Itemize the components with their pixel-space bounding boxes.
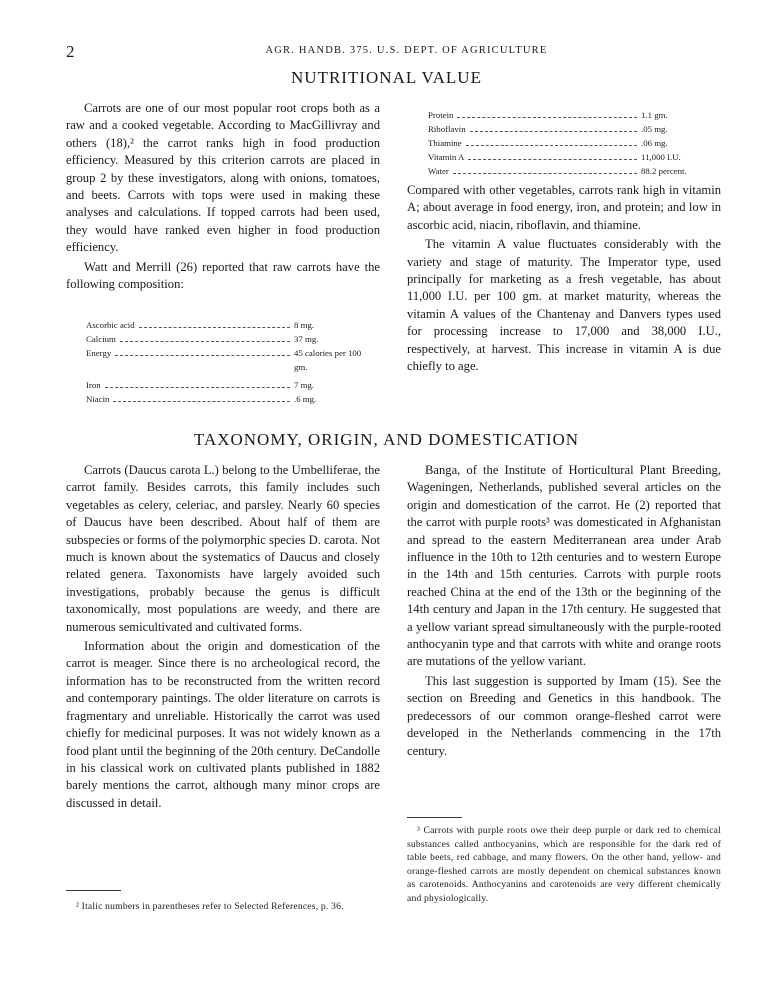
composition-row: Calcium 37 mg. <box>86 334 319 344</box>
nutrition-left-column <box>66 100 380 293</box>
taxonomy-right-column <box>407 462 721 760</box>
footnote-text: ³ Carrots with purple roots owe their deep purple or dark red to chemical substances called anthocyanins, which are responsible for the dark red of table beets, red cabbage, and many flowers. On the other hand, yellow- and orange-fleshed carrots are mostly dependent on chemical substances known as carotenoids. Anthocyanins and carotenoids are very different chemically and physiologically. <box>407 825 721 904</box>
composition-row: Thiamine .06 mg. <box>428 138 668 148</box>
running-head: AGR. HANDB. 375. U.S. DEPT. OF AGRICULTURE <box>265 45 548 56</box>
nutrition-paragraph: The vitamin A value fluctuates considerably with the variety and stage of maturity. The Imperator type, used principally for marketing as a fresh vegetable, has about 11,000 I.U. per 100 gm. at market maturity, whereas the vitamin A values of the Chantenay and Danvers types used for processing increase to 17,000 and 38,000 I.U., respectively, at harvest. This increase in vitamin A is due chiefly to age. <box>407 237 721 374</box>
composition-row: Energy 45 calories per 100 gm. <box>86 348 362 372</box>
composition-row: Iron 7 mg. <box>86 380 315 390</box>
composition-table-right <box>428 108 713 178</box>
taxonomy-left-column <box>66 462 380 812</box>
taxonomy-paragraph: Information about the origin and domestication of the carrot is meager. Since there is no archeological record, the information has to be reconstructed from the written record and contemporary paintings. The older literature on carrots is fragmentary and unreliable. Historically the carrot was used chiefly for medicinal purposes. It was not widely known as a food plant until the beginning of the 20th century. DeCandolle in his classical work on cultivated plants published in 1882 barely mentions the carrot, although many minor crops are discussed in detail. <box>66 639 380 810</box>
footnote-3 <box>407 824 721 906</box>
composition-table-left <box>86 318 376 406</box>
taxonomy-paragraph: Banga, of the Institute of Horticultural Plant Breeding, Wageningen, Netherlands, published several articles on the origin and domestication of the carrot. He (2) reported that the carrot with purple roots³ was domesticated in Afghanistan and spread to the eastern Mediterranean area under Arab influence in the 10th to 12th centuries and to western Europe in the 14th and 15th centuries. Carrots with purple roots reached China at the end of the 13th or the beginning of the 14th century and Japan in the 17th century. He suggested that a yellow variant spread simultaneously with the purple-rooted anthocyanin type and that carrots with white and orange roots are mutations of the yellow variant. <box>407 463 721 669</box>
footnote-rule <box>407 817 462 818</box>
nutrition-right-column <box>407 182 721 375</box>
footnote-rule <box>66 890 121 891</box>
composition-row: Vitamin A 11,000 I.U. <box>428 152 681 162</box>
page-number: 2 <box>66 42 75 61</box>
composition-row: Protein 1.1 gm. <box>428 110 668 120</box>
composition-row: Niacin .6 mg. <box>86 394 317 404</box>
taxonomy-paragraph: This last suggestion is supported by Imam (15). See the section on Breeding and Genetics in this handbook. The predecessors of our common orange-fleshed carrot were developed in the Netherlands commencing in the 17th century. <box>407 673 721 758</box>
taxonomy-paragraph: Carrots (Daucus carota L.) belong to the Umbelliferae, the carrot family. Besides carrots, this family includes such vegetables as celery, celeriac, and parsley. Nearly 60 species of Daucus have been described. About half of them are subspecies or forms of the polymorphic species D. carota. Not much is known about the systematics of Daucus and closely related genera. Taxonomists have largely avoided such investigations, probably because the genus is difficult taxonomically, most populations are weedy, and there are numerous semicultivated and cultivated forms. <box>66 463 380 634</box>
composition-row: Water 88.2 percent. <box>428 166 687 176</box>
footnote-text: ² Italic numbers in parentheses refer to Selected References, p. 36. <box>76 901 344 912</box>
composition-row: Riboflavin .05 mg. <box>428 124 668 134</box>
nutrition-paragraph: Carrots are one of our most popular root crops both as a raw and a cooked vegetable. According to MacGillivray and others (18),² the carrot ranks high in food production efficiency. Measured by this criterion carrots are placed in group 2 by these investigators, along with onions, tomatoes, and beets. Carrots with tops were used in making these analyses and calculations. If topped carrots had been used, they would have ranked even higher in food production efficiency. <box>66 101 380 255</box>
nutrition-paragraph: Compared with other vegetables, carrots rank high in vitamin A; about average in food energy, iron, and protein; and low in ascorbic acid, niacin, riboflavin, and thiamine. <box>407 183 721 232</box>
composition-row: Ascorbic acid 8 mg. <box>86 320 315 330</box>
footnote-2 <box>66 900 380 914</box>
section-title-nutritional-value: NUTRITIONAL VALUE <box>291 68 482 87</box>
nutrition-paragraph: Watt and Merrill (26) reported that raw carrots have the following composition: <box>66 259 380 292</box>
section-title-taxonomy: TAXONOMY, ORIGIN, AND DOMESTICATION <box>193 430 580 449</box>
